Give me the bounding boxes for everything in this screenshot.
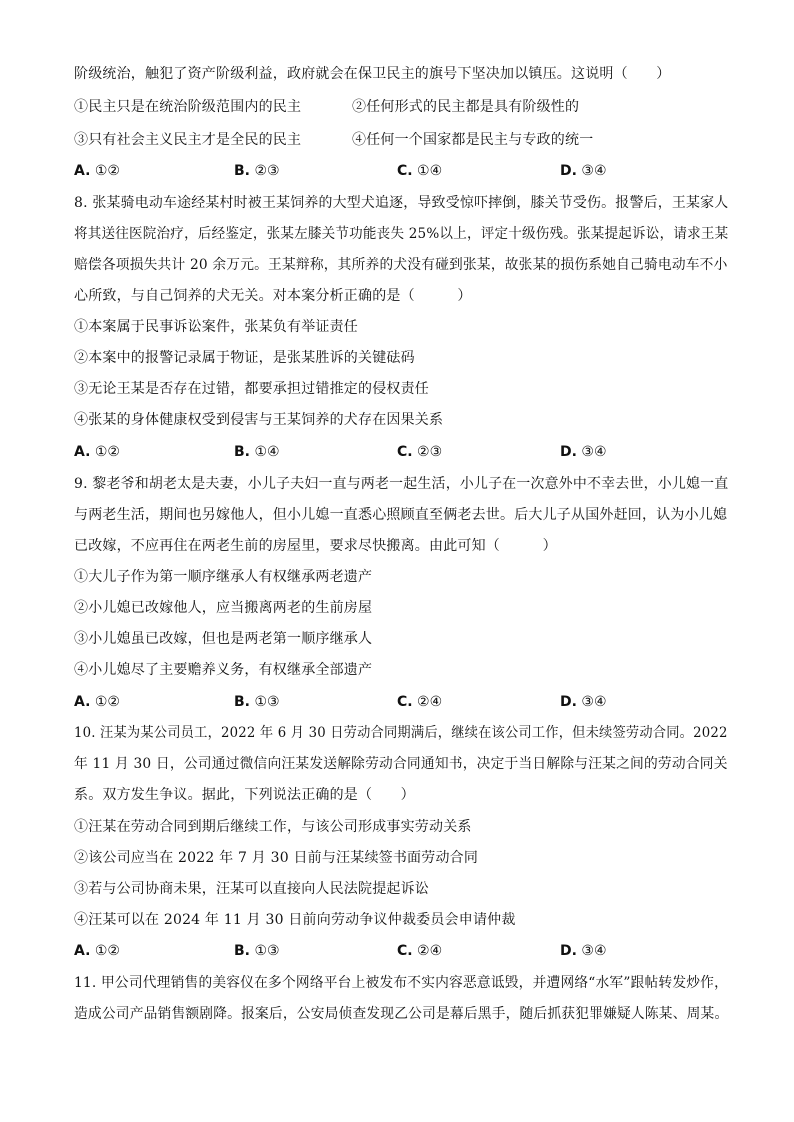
q8-option-d: D. ③④ <box>560 444 607 460</box>
q11-stem-line-1: 11. 甲公司代理销售的美容仪在多个网络平台上被发布不实内容恶意诋毁，并遭网络“水军”跟帖转发炒作， <box>74 975 729 991</box>
q9-stem-line-2: 与两老生活，期间也另嫁他人，但小儿媳一直悉心照顾直至俩老去世。后大儿子从国外赶回，认为小儿媳 <box>74 507 728 523</box>
q9-statement-2: ②小儿媳已改嫁他人，应当搬离两老的生前房屋 <box>74 600 373 616</box>
q8-statement-2: ②本案中的报警记录属于物证，是张某胜诉的关键砝码 <box>74 350 415 366</box>
q9-option-c: C. ②④ <box>397 694 443 710</box>
q9-statement-1: ①大儿子作为第一顺序继承人有权继承两老遗产 <box>74 569 373 585</box>
q10-statement-4: ④汪某可以在 2024 年 11 月 30 日前向劳动争议仲裁委员会申请仲裁 <box>74 912 516 928</box>
q7-stem-continuation: 阶级统治，触犯了资产阶级利益，政府就会在保卫民主的旗号下坚决加以镇压。这说明（ ） <box>74 66 671 82</box>
q11-stem-line-2: 造成公司产品销售额剧降。报案后，公安局侦查发现乙公司是幕后黑手，随后抓获犯罪嫌疑人陈某、周某。 <box>74 1006 729 1022</box>
q10-option-c: C. ②④ <box>397 943 443 959</box>
q10-option-d: D. ③④ <box>560 943 607 959</box>
q9-stem-line-3: 已改嫁，不应再住在两老生前的房屋里，要求尽快搬离。由此可知（ ） <box>74 538 557 554</box>
q8-stem-line-2: 将其送往医院治疗，后经鉴定，张某左膝关节功能丧失 25%以上，评定十级伤残。张某提起诉讼，请求王某 <box>74 226 729 242</box>
q8-stem-line-4: 心所致，与自己饲养的犬无关。对本案分析正确的是（ ） <box>74 288 472 304</box>
q7-statement-3: ③只有社会主义民主才是全民的民主 <box>74 132 302 148</box>
q10-stem-line-3: 系。双方发生争议。据此，下列说法正确的是（ ） <box>74 787 415 803</box>
q10-option-b: B. ①③ <box>234 943 280 959</box>
q9-option-b: B. ①③ <box>234 694 280 710</box>
q10-statement-2: ②该公司应当在 2022 年 7 月 30 日前与汪某续签书面劳动合同 <box>74 850 479 866</box>
q8-option-c: C. ②③ <box>397 444 443 460</box>
q7-option-d: D. ③④ <box>560 163 607 179</box>
q10-option-a: A. ①② <box>74 943 120 959</box>
q8-statement-1: ①本案属于民事诉讼案件，张某负有举证责任 <box>74 319 358 335</box>
q7-statement-4: ④任何一个国家都是民主与专政的统一 <box>352 132 594 148</box>
q7-statement-2: ②任何形式的民主都是具有阶级性的 <box>352 99 580 115</box>
q7-option-a: A. ①② <box>74 163 120 179</box>
q7-option-c: C. ①④ <box>397 163 443 179</box>
q7-option-b: B. ②③ <box>234 163 280 179</box>
q8-statement-3: ③无论王某是否存在过错，都要承担过错推定的侵权责任 <box>74 381 429 397</box>
q9-stem-line-1: 9. 黎老爷和胡老太是夫妻，小儿子夫妇一直与两老一起生活，小儿子在一次意外中不幸去世，小儿媳一直 <box>74 476 729 492</box>
q9-statement-4: ④小儿媳尽了主要赡养义务，有权继承全部遗产 <box>74 662 373 678</box>
q10-statement-1: ①汪某在劳动合同到期后继续工作，与该公司形成事实劳动关系 <box>74 819 472 835</box>
q7-statement-1: ①民主只是在统治阶级范围内的民主 <box>74 99 302 115</box>
q10-stem-line-2: 年 11 月 30 日，公司通过微信向汪某发送解除劳动合同通知书，决定于当日解除与汪某之间的劳动合同关 <box>74 756 728 772</box>
q9-option-d: D. ③④ <box>560 694 607 710</box>
q9-option-a: A. ①② <box>74 694 120 710</box>
q8-option-b: B. ①④ <box>234 444 280 460</box>
q10-stem-line-1: 10. 汪某为某公司员工，2022 年 6 月 30 日劳动合同期满后，继续在该公司工作，但未续签劳动合同。2022 <box>74 725 728 741</box>
q10-statement-3: ③若与公司协商未果，汪某可以直接向人民法院提起诉讼 <box>74 881 429 897</box>
q8-stem-line-3: 赔偿各项损失共计 20 余万元。王某辩称，其所养的犬没有碰到张某，故张某的损伤系她自己骑电动车不小 <box>74 257 728 273</box>
q8-stem-line-1: 8. 张某骑电动车途经某村时被王某饲养的大型犬追逐，导致受惊吓摔倒，膝关节受伤。报警后，王某家人 <box>74 195 729 211</box>
q8-statement-4: ④张某的身体健康权受到侵害与王某饲养的犬存在因果关系 <box>74 412 444 428</box>
q9-statement-3: ③小儿媳虽已改嫁，但也是两老第一顺序继承人 <box>74 631 373 647</box>
q8-option-a: A. ①② <box>74 444 120 460</box>
